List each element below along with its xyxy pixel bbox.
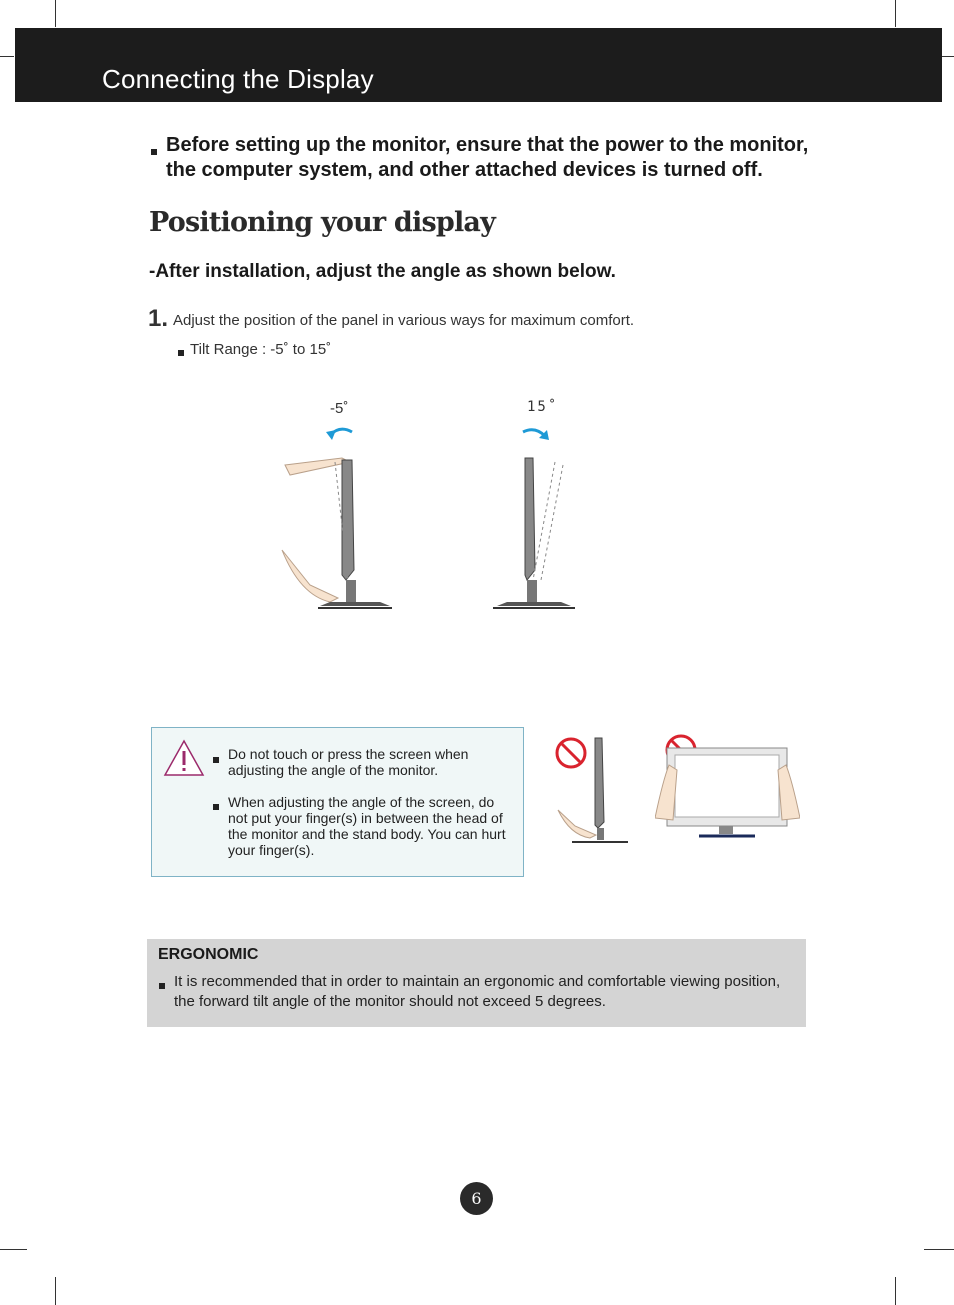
tilt-range-text: Tilt Range : -5˚ to 15˚ [190,341,332,358]
crop-mark [895,0,896,27]
intro-warning-text: Before setting up the monitor, ensure that the power to the monitor, the computer system, and other attached devices is turned off. [166,134,809,181]
warning-triangle-icon [162,738,206,778]
bullet [151,149,157,155]
page-number: 6 [460,1182,493,1215]
subtitle: -After installation, adjust the angle as shown below. [149,261,616,282]
ergonomic-text: It is recommended that in order to maintain an ergonomic and comfortable viewing position, the forward tilt angle of the monitor should not exceed 5 degrees. [174,973,781,1010]
caution-item-2: When adjusting the angle of the screen, do not put your finger(s) in between the head of the monitor and the stand body. You can hurt your finger(s). [228,794,506,858]
crop-mark [55,0,56,27]
crop-mark [942,56,954,57]
step-number: 1. [148,305,169,332]
bullet [213,757,219,763]
crop-mark [924,1249,954,1250]
angle-label-back: -5˚ [330,400,349,417]
step-text: Adjust the position of the panel in various ways for maximum comfort. [173,312,635,329]
bullet [213,804,219,810]
angle-label-forward: 15˚ [527,399,559,415]
prohibited-screen-press-illustration [655,730,800,845]
crop-mark [0,56,14,57]
caution-item-1: Do not touch or press the screen when adjusting the angle of the monitor. [228,746,469,778]
crop-mark [895,1277,896,1305]
page-title: Connecting the Display [102,64,374,94]
crop-mark [55,1277,56,1305]
ergonomic-title: ERGONOMIC [158,946,259,963]
bullet [159,983,165,989]
prohibited-tilt-illustration [550,730,635,850]
bullet [178,350,184,356]
tilt-forward-illustration [485,420,605,620]
section-title: Positioning your display [149,207,495,238]
crop-mark [0,1249,27,1250]
tilt-back-illustration [270,420,410,620]
